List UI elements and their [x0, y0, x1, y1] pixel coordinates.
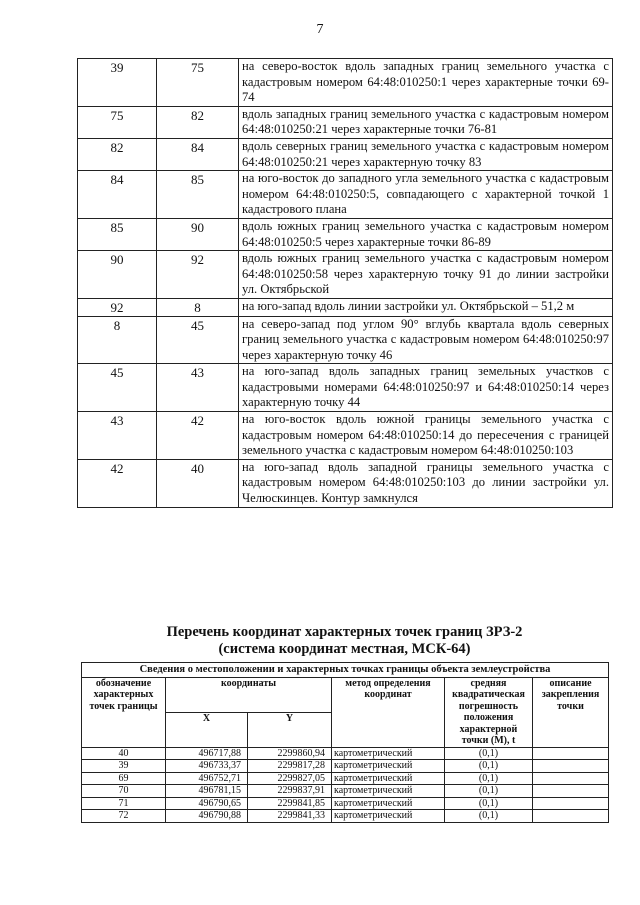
accuracy-value: (0,1): [445, 797, 533, 810]
x-value: 496733,37: [166, 760, 248, 773]
segment-description: на юго-запад вдоль западных границ земельных участков с кадастровыми номерами 64:48:010250:97 и 64:48:010250:14 через характерную точку 44: [239, 364, 613, 412]
method-value: картометрический: [332, 772, 445, 785]
table-row: [82, 760, 609, 773]
table-row: [82, 785, 609, 798]
to-point: 92: [157, 251, 239, 299]
coordinates-heading-line2: (система координат местная, МСК-64): [218, 641, 471, 657]
to-point: 84: [157, 138, 239, 170]
coordinates-table: [81, 662, 609, 823]
accuracy-column-header: средняя квадратическая погрешность положения характерной точки (М), t: [445, 677, 533, 747]
to-point: 42: [157, 412, 239, 460]
method-value: картометрический: [332, 747, 445, 760]
from-point: 90: [78, 251, 157, 299]
x-value: 496790,65: [166, 797, 248, 810]
boundary-description-table: [77, 58, 613, 508]
from-point: 75: [78, 106, 157, 138]
table-row: [82, 772, 609, 785]
x-value: 496752,71: [166, 772, 248, 785]
fixing-value: [533, 772, 609, 785]
page-number: 7: [316, 22, 324, 37]
from-point: 43: [78, 412, 157, 460]
fixing-value: [533, 797, 609, 810]
table-row: [78, 138, 613, 170]
point-column-header: обозначение характерных точек границы: [82, 677, 166, 747]
segment-description: вдоль южных границ земельного участка с кадастровым номером 64:48:010250:58 через характерную точку 91 до линии застройки ул. Октябрьской: [239, 251, 613, 299]
method-value: картометрический: [332, 785, 445, 798]
y-value: 2299860,94: [248, 747, 332, 760]
accuracy-value: (0,1): [445, 810, 533, 823]
from-point: 85: [78, 218, 157, 250]
from-point: 39: [78, 59, 157, 107]
fixing-value: [533, 785, 609, 798]
y-value: 2299841,33: [248, 810, 332, 823]
table-row: [78, 218, 613, 250]
point-id: 40: [82, 747, 166, 760]
to-point: 40: [157, 459, 239, 507]
table-row: [78, 459, 613, 507]
table-row: [82, 747, 609, 760]
y-value: 2299817,28: [248, 760, 332, 773]
from-point: 42: [78, 459, 157, 507]
table-title-row: [82, 663, 609, 678]
segment-description: на юго-запад вдоль линии застройки ул. Октябрьской – 51,2 м: [239, 298, 613, 316]
accuracy-value: (0,1): [445, 760, 533, 773]
fixing-column-header: описание закрепления точки: [533, 677, 609, 747]
table-row: [78, 364, 613, 412]
method-column-header: метод определения координат: [332, 677, 445, 747]
y-value: 2299841,85: [248, 797, 332, 810]
x-value: 496790,88: [166, 810, 248, 823]
table-row: [78, 171, 613, 219]
segment-description: вдоль северных границ земельного участка с кадастровым номером 64:48:010250:21 через характерную точку 83: [239, 138, 613, 170]
from-point: 45: [78, 364, 157, 412]
table-row: [78, 106, 613, 138]
y-value: 2299827,05: [248, 772, 332, 785]
from-point: 92: [78, 298, 157, 316]
to-point: 85: [157, 171, 239, 219]
method-value: картометрический: [332, 810, 445, 823]
point-id: 72: [82, 810, 166, 823]
table-row: [78, 316, 613, 364]
point-id: 69: [82, 772, 166, 785]
to-point: 43: [157, 364, 239, 412]
table-row: [82, 797, 609, 810]
segment-description: на юго-восток вдоль южной границы земельного участка с кадастровым номером 64:48:010250:14 до пересечения с границей земельного участка с кадастровым номером 64:48:010250:103: [239, 412, 613, 460]
table-row: [78, 251, 613, 299]
to-point: 45: [157, 316, 239, 364]
method-value: картометрический: [332, 797, 445, 810]
to-point: 82: [157, 106, 239, 138]
x-value: 496781,15: [166, 785, 248, 798]
coordinates-heading-line1: Перечень координат характерных точек границ ЗРЗ-2: [166, 624, 523, 640]
to-point: 8: [157, 298, 239, 316]
header-row: [82, 677, 609, 712]
accuracy-value: (0,1): [445, 747, 533, 760]
point-id: 70: [82, 785, 166, 798]
x-column-header: X: [166, 712, 248, 747]
fixing-value: [533, 810, 609, 823]
segment-description: вдоль западных границ земельного участка с кадастровым номером 64:48:010250:21 через характерные точки 76-81: [239, 106, 613, 138]
method-value: картометрический: [332, 760, 445, 773]
table-row: [78, 412, 613, 460]
from-point: 8: [78, 316, 157, 364]
table-row: [82, 810, 609, 823]
segment-description: на юго-запад вдоль западной границы земельного участка с кадастровым номером 64:48:010250:103 до линии застройки ул. Челюскинцев. Контур замкнулся: [239, 459, 613, 507]
point-id: 39: [82, 760, 166, 773]
accuracy-value: (0,1): [445, 772, 533, 785]
fixing-value: [533, 747, 609, 760]
y-column-header: Y: [248, 712, 332, 747]
to-point: 75: [157, 59, 239, 107]
coordinates-table-title: Сведения о местоположении и характерных точках границы объекта землеустройства: [82, 663, 609, 678]
segment-description: вдоль южных границ земельного участка с кадастровым номером 64:48:010250:5 через характерные точки 86-89: [239, 218, 613, 250]
x-value: 496717,88: [166, 747, 248, 760]
fixing-value: [533, 760, 609, 773]
from-point: 82: [78, 138, 157, 170]
segment-description: на северо-запад под углом 90° вглубь квартала вдоль северных границ земельного участка с кадастровым номером 64:48:010250:97 через характерную точку 46: [239, 316, 613, 364]
table-row: [78, 59, 613, 107]
table-row: [78, 298, 613, 316]
coordinates-heading: [77, 624, 612, 658]
segment-description: на юго-восток до западного угла земельного участка с кадастровым номером 64:48:010250:5, совпадающего с характерной точкой 1 кадастрового плана: [239, 171, 613, 219]
segment-description: на северо-восток вдоль западных границ земельного участка с кадастровым номером 64:48:010250:1 через характерные точки 69-74: [239, 59, 613, 107]
from-point: 84: [78, 171, 157, 219]
accuracy-value: (0,1): [445, 785, 533, 798]
y-value: 2299837,91: [248, 785, 332, 798]
point-id: 71: [82, 797, 166, 810]
coordinates-column-header: координаты: [166, 677, 332, 712]
to-point: 90: [157, 218, 239, 250]
